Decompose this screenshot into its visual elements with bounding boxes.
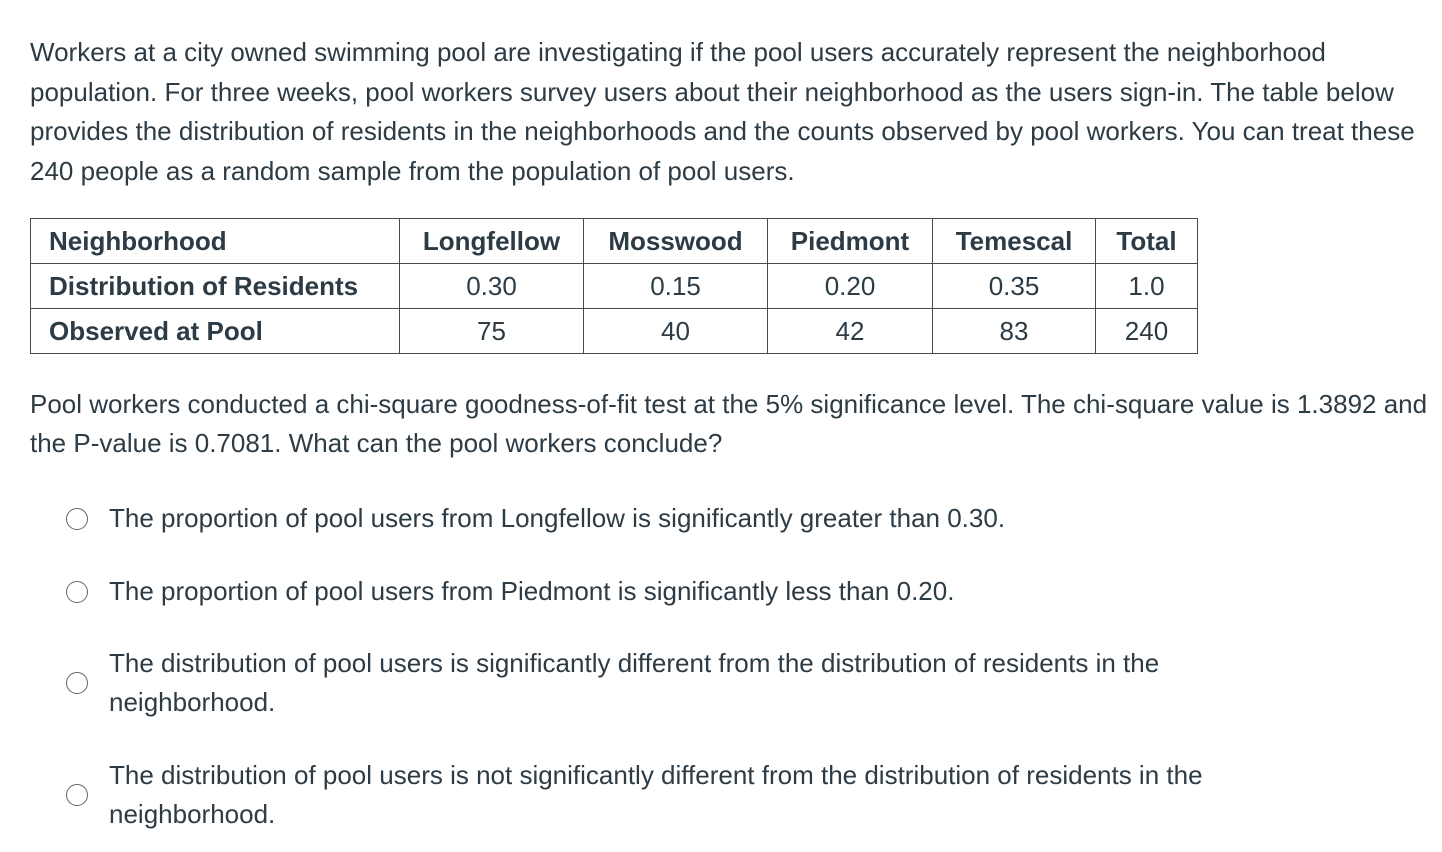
- table-cell: 75: [400, 309, 584, 354]
- table-cell: 0.35: [933, 264, 1096, 309]
- question-prompt: Pool workers conducted a chi-square goodness-of-fit test at the 5% significance level. The chi-square value is 1.3892 and the P-value is 0.7081. What can the pool workers conclude?: [30, 389, 1428, 458]
- radio-button-icon[interactable]: [66, 508, 88, 530]
- table-cell: 1.0: [1096, 264, 1198, 309]
- radio-button-icon[interactable]: [66, 672, 88, 694]
- radio-button-icon[interactable]: [66, 784, 88, 806]
- answer-option-1[interactable]: [66, 499, 1329, 538]
- answer-option-label: The distribution of pool users is significantly different from the distribution of residents in the neighborhood.: [109, 648, 1160, 717]
- table-header-row: [31, 219, 1198, 264]
- answer-option-label: The proportion of pool users from Longfellow is significantly greater than 0.30.: [109, 503, 1006, 533]
- table-cell: 0.15: [584, 264, 768, 309]
- row-label: Distribution of Residents: [31, 264, 400, 309]
- table-cell: 0.20: [768, 264, 933, 309]
- table-cell: 42: [768, 309, 933, 354]
- table-header-cell: Mosswood: [584, 219, 768, 264]
- table-header-cell: Total: [1096, 219, 1198, 264]
- table-header-cell: Piedmont: [768, 219, 933, 264]
- table-cell: 240: [1096, 309, 1198, 354]
- table-header-cell: Neighborhood: [31, 219, 400, 264]
- answer-option-2[interactable]: [66, 572, 1329, 611]
- neighborhood-table: [30, 218, 1198, 354]
- answer-option-label: The proportion of pool users from Piedmont is significantly less than 0.20.: [109, 576, 955, 606]
- answer-option-4[interactable]: [66, 756, 1329, 834]
- table-row: [31, 264, 1198, 309]
- answer-option-3[interactable]: [66, 644, 1329, 722]
- table-row: [31, 309, 1198, 354]
- table-cell: 40: [584, 309, 768, 354]
- table-cell: 83: [933, 309, 1096, 354]
- table-header-cell: Temescal: [933, 219, 1096, 264]
- radio-button-icon[interactable]: [66, 581, 88, 603]
- answer-option-label: The distribution of pool users is not significantly different from the distribution of residents in the neighborhood.: [109, 760, 1203, 829]
- question-intro: Workers at a city owned swimming pool are investigating if the pool users accurately represent the neighborhood population. For three weeks, pool workers survey users about their neighborhood as the users sign-in. The table below provides the distribution of residents in the neighborhoods and the counts observed by pool workers. You can treat these 240 people as a random sample from the population of pool users.: [30, 37, 1415, 186]
- table-cell: 0.30: [400, 264, 584, 309]
- table-header-cell: Longfellow: [400, 219, 584, 264]
- row-label: Observed at Pool: [31, 309, 400, 354]
